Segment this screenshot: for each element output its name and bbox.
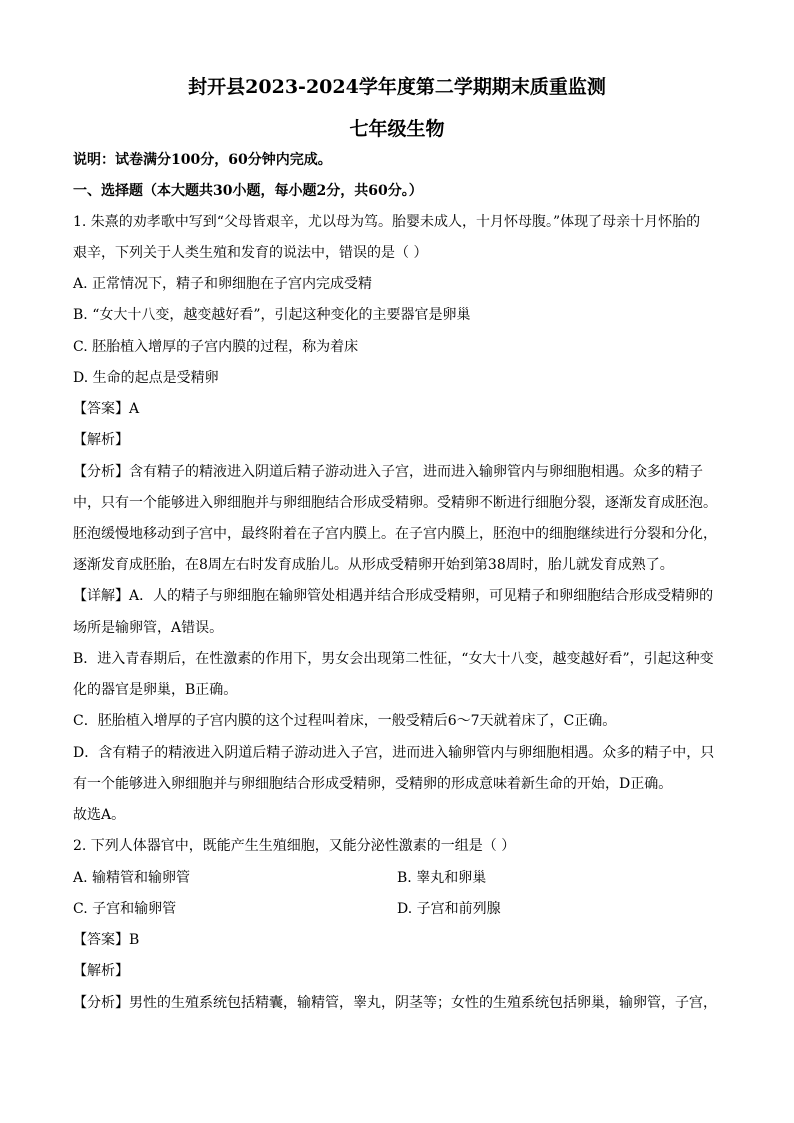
- q2-option-c: C. 子宫和输卵管: [73, 901, 177, 917]
- document-subtitle: 七年级生物: [349, 118, 445, 140]
- q2-option-a: A. 输精管和输卵管: [73, 870, 191, 886]
- q1-analysis-line: 【分析】含有精子的精液进入阴道后精子游动进入子宫，进而进入输卵管内与卵细胞相遇。众多的精子: [73, 464, 703, 480]
- q1-analysis-line: 胚泡缓慢地移动到子宫中，最终附着在子宫内膜上。在子宫内膜上，胚泡中的细胞继续进行分裂和分化，: [73, 526, 717, 542]
- q1-option-b: B. “女大十八变，越变越好看”，引起这种变化的主要器官是卵巢: [73, 307, 471, 323]
- q2-option-d: D. 子宫和前列腺: [397, 901, 501, 917]
- q2-stem: 2. 下列人体器官中，既能产生生殖细胞，又能分泌性激素的一组是（ ）: [73, 838, 516, 854]
- q1-detail-line: C．胚胎植入增厚的子宫内膜的这个过程叫着床，一般受精后6～7天就着床了，C正确。: [73, 713, 617, 729]
- section-heading: 一、选择题（本大题共30小题，每小题2分，共60分。）: [73, 183, 423, 199]
- document-title: 封开县2023-2024学年度第二学期期末质重监测: [188, 76, 606, 98]
- q1-answer: 【答案】A: [73, 401, 140, 417]
- exam-note: 说明：试卷满分100分，60分钟内完成。: [73, 152, 332, 168]
- q1-detail-line: B．进入青春期后，在性激素的作用下，男女会出现第二性征，“女大十八变，越变越好看”，引起这种变: [73, 651, 714, 667]
- q1-option-c: C. 胚胎植入增厚的子宫内膜的过程，称为着床: [73, 339, 359, 355]
- q1-detail-line: 有一个能够进入卵细胞并与卵细胞结合形成受精卵，受精卵的形成意味着新生命的开始，D正确。: [73, 776, 673, 792]
- q1-option-d: D. 生命的起点是受精卵: [73, 370, 219, 386]
- q2-answer: 【答案】B: [73, 932, 140, 948]
- q2-options-row: [73, 899, 733, 919]
- q1-detail-line: D．含有精子的精液进入阴道后精子游动进入子宫，进而进入输卵管内与卵细胞相遇。众多的精子中，只: [73, 745, 715, 761]
- q1-analysis-line: 逐渐发育成胚胎，在8周左右时发育成胎儿。从形成受精卵开始到第38周时，胎儿就发育成熟了。: [73, 557, 674, 573]
- q1-stem-line: 艰辛，下列关于人类生殖和发育的说法中，错误的是（ ）: [73, 245, 428, 261]
- q1-detail-line: 场所是输卵管，A错误。: [73, 620, 224, 636]
- q1-option-a: A. 正常情况下，精子和卵细胞在子宫内完成受精: [73, 276, 373, 292]
- q1-stem-line: 1. 朱熹的劝孝歌中写到“父母皆艰辛，尤以母为笃。胎婴未成人，十月怀母腹。”体现了母亲十月怀胎的: [73, 214, 701, 230]
- q2-jiexi-label: 【解析】: [73, 963, 129, 979]
- q2-option-b: B. 睾丸和卵巢: [397, 870, 487, 886]
- q2-options-row: [73, 868, 733, 888]
- q1-jiexi-label: 【解析】: [73, 432, 129, 448]
- q1-analysis-line: 中，只有一个能够进入卵细胞并与卵细胞结合形成受精卵。受精卵不断进行细胞分裂，逐渐发育成胚泡。: [73, 495, 717, 511]
- q1-conclusion: 故选A。: [73, 807, 126, 823]
- q1-detail-line: 【详解】A．人的精子与卵细胞在输卵管处相遇并结合形成受精卵，可见精子和卵细胞结合形成受精卵的: [73, 588, 714, 604]
- q2-analysis-line: 【分析】男性的生殖系统包括精囊，输精管，睾丸，阴茎等；女性的生殖系统包括卵巢，输卵管，子宫，: [73, 995, 717, 1011]
- q1-detail-line: 化的器官是卵巢，B正确。: [73, 682, 238, 698]
